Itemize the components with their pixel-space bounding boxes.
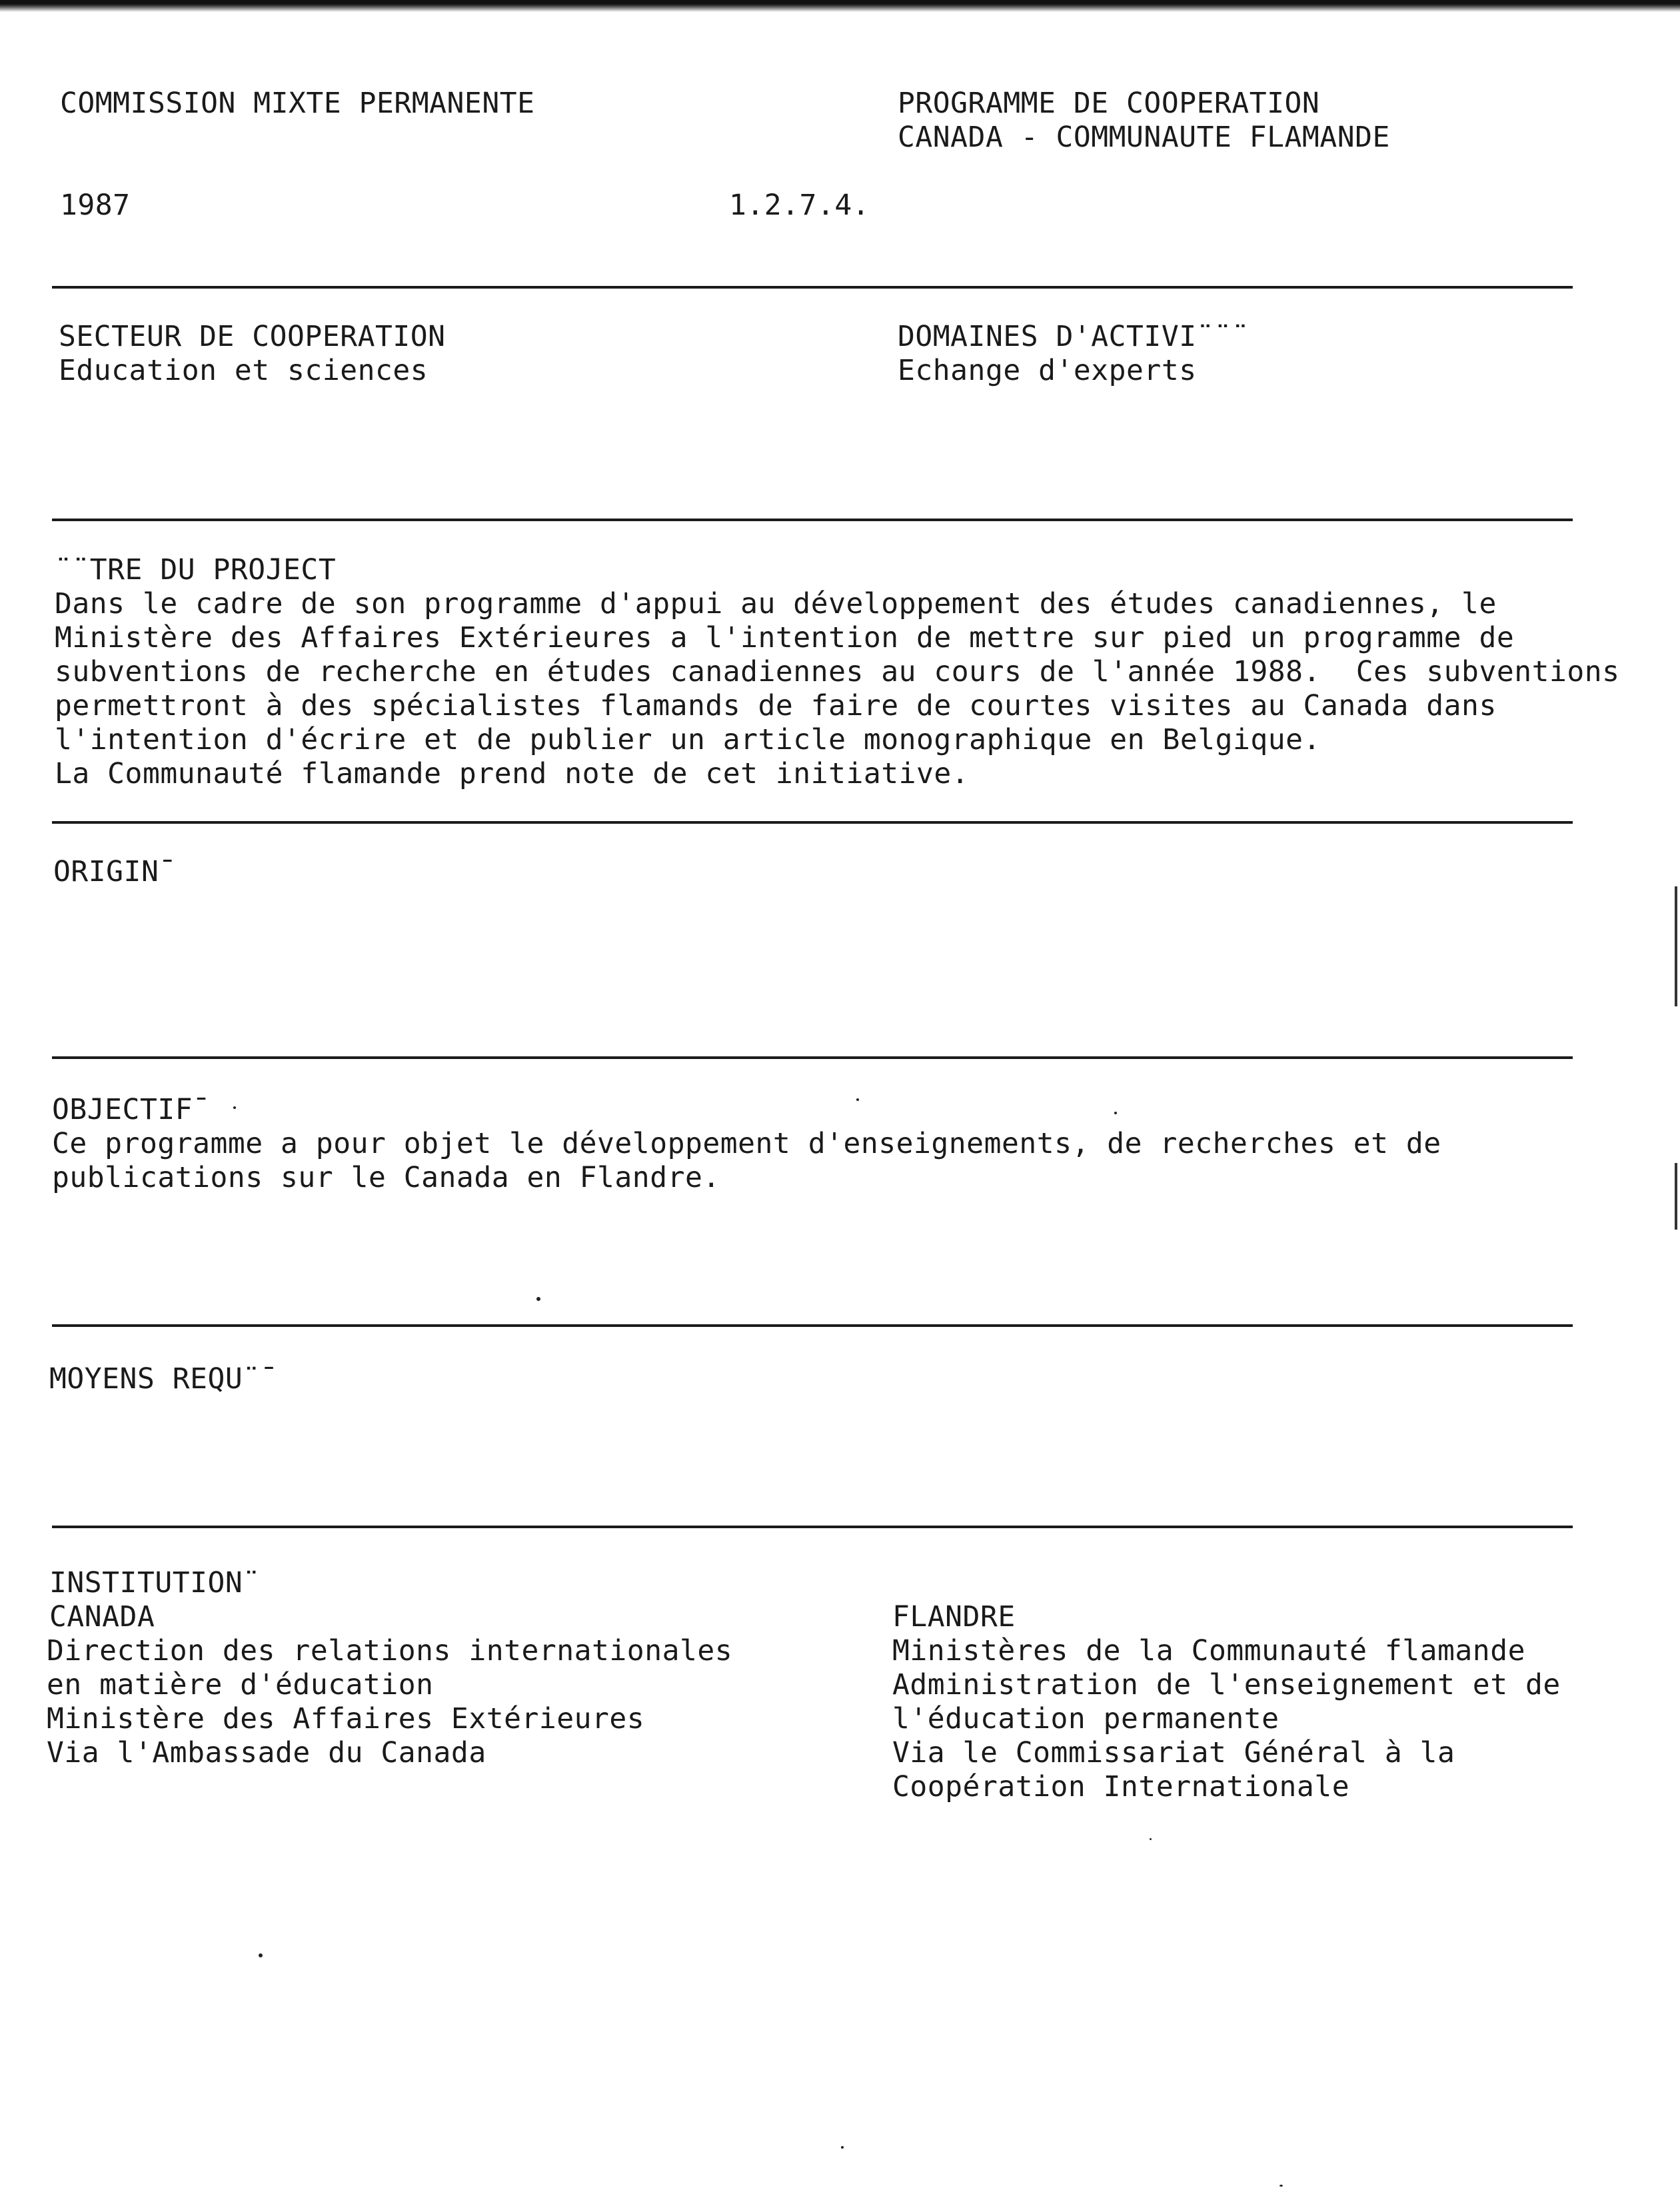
domains-value: Echange d'experts: [898, 354, 1197, 387]
objectifs-text-line: publications sur le Canada en Flandre.: [52, 1161, 720, 1194]
scan-speck: [536, 1297, 540, 1301]
origine-label: ORIGIN¯: [53, 855, 177, 888]
scan-top-edge: [0, 0, 1680, 12]
flandre-institution-line: Coopération Internationale: [892, 1770, 1350, 1803]
scan-speck: [233, 1106, 236, 1109]
canada-institution-line: Direction des relations internationales: [47, 1634, 733, 1667]
scan-speck: [841, 2146, 844, 2149]
section-divider: [52, 519, 1573, 521]
objectifs-text-line: Ce programme a pour objet le développement d'enseignements, de recherches et de: [52, 1127, 1441, 1160]
programme-title-line2: CANADA - COMMUNAUTE FLAMANDE: [898, 121, 1390, 154]
commission-title: COMMISSION MIXTE PERMANENTE: [60, 87, 535, 120]
flandre-institution-line: Administration de l'enseignement et de: [892, 1668, 1561, 1701]
canada-institution-line: en matière d'éducation: [47, 1668, 434, 1701]
canada-heading: CANADA: [49, 1600, 155, 1634]
project-description-line: La Communauté flamande prend note de cet initiative.: [55, 757, 970, 790]
moyens-label: MOYENS REQU¨¯: [49, 1362, 279, 1396]
scan-speck: [1279, 2185, 1283, 2187]
project-description-line: subventions de recherche en études canadiennes au cours de l'année 1988. Ces subventions: [55, 655, 1620, 688]
scan-speck: [1114, 1112, 1117, 1114]
project-description-line: Dans le cadre de son programme d'appui au développement des études canadiennes, le: [55, 587, 1497, 620]
scan-edge-mark: [1675, 1163, 1677, 1230]
institutions-label: INSTITUTION¨: [49, 1566, 261, 1600]
project-description-line: Ministère des Affaires Extérieures a l'intention de mettre sur pied un programme de: [55, 621, 1515, 654]
scan-speck: [259, 1953, 263, 1957]
sector-value: Education et sciences: [59, 354, 428, 387]
document-year: 1987: [60, 189, 131, 222]
flandre-heading: FLANDRE: [892, 1600, 1016, 1634]
section-divider: [52, 1526, 1573, 1528]
section-divider: [52, 1056, 1573, 1059]
flandre-institution-line: Via le Commissariat Général à la: [892, 1736, 1455, 1769]
domains-label: DOMAINES D'ACTIVI¨¨¨: [898, 320, 1250, 353]
scan-edge-mark: [1675, 886, 1677, 1006]
flandre-institution-line: Ministères de la Communauté flamande: [892, 1634, 1525, 1667]
project-title-label: ¨¨TRE DU PROJECT: [55, 553, 337, 586]
scan-speck: [856, 1098, 859, 1101]
scan-speck: [1150, 1838, 1152, 1840]
programme-title-line1: PROGRAMME DE COOPERATION: [898, 87, 1320, 120]
section-divider: [52, 286, 1573, 289]
objectifs-label: OBJECTIF¯: [52, 1093, 211, 1126]
project-description-line: permettront à des spécialistes flamands de faire de courtes visites au Canada dans: [55, 689, 1497, 722]
section-divider: [52, 821, 1573, 824]
document-reference: 1.2.7.4.: [729, 189, 870, 222]
canada-institution-line: Via l'Ambassade du Canada: [47, 1736, 486, 1769]
canada-institution-line: Ministère des Affaires Extérieures: [47, 1702, 645, 1735]
section-divider: [52, 1324, 1573, 1327]
flandre-institution-line: l'éducation permanente: [892, 1702, 1279, 1735]
project-description-line: l'intention d'écrire et de publier un article monographique en Belgique.: [55, 723, 1321, 756]
sector-label: SECTEUR DE COOPERATION: [59, 320, 446, 353]
